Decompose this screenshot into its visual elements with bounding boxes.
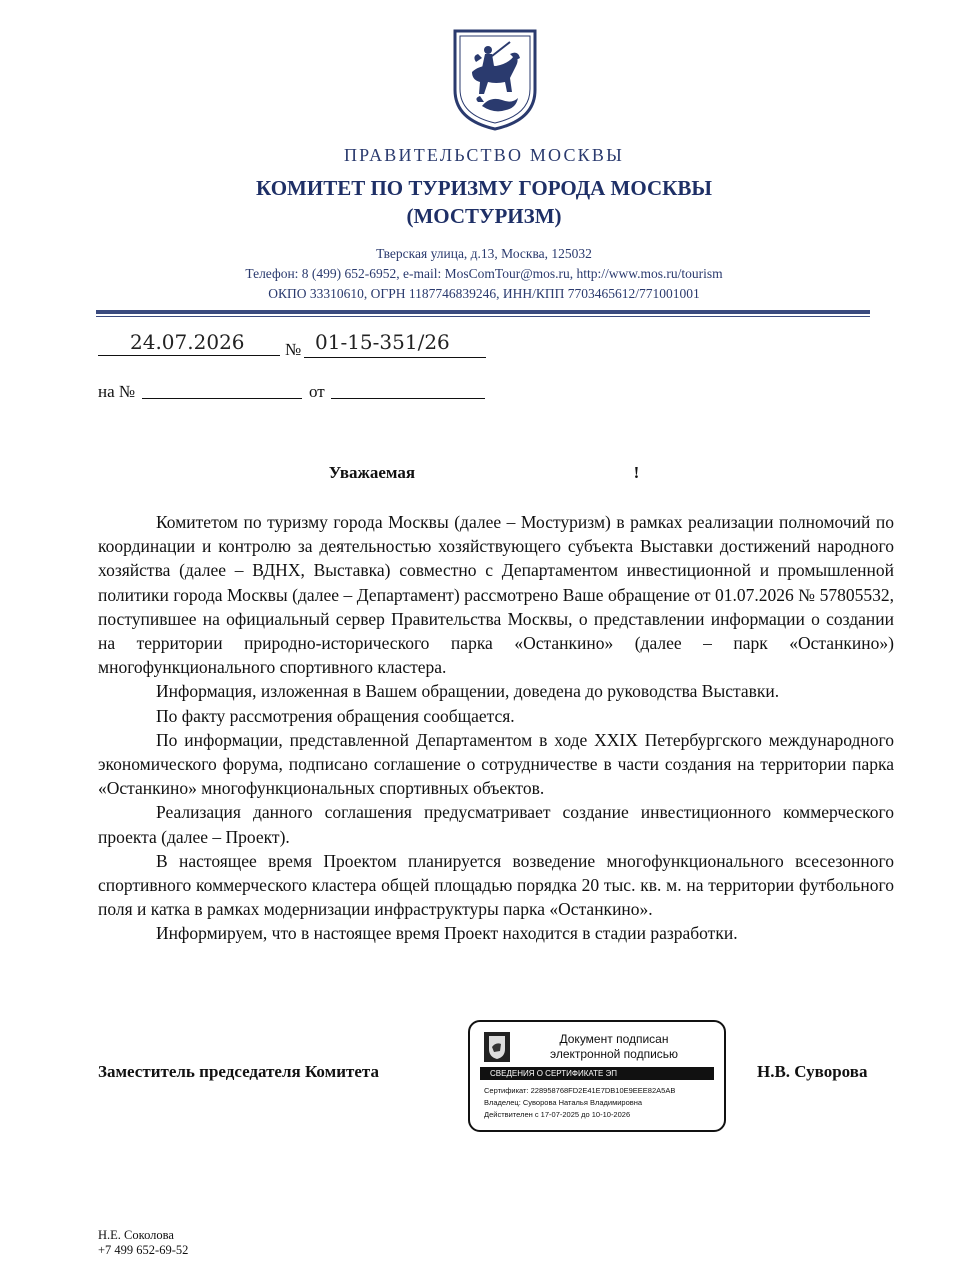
ref-number-underline [142, 398, 302, 399]
government-name: ПРАВИТЕЛЬСТВО МОСКВЫ [343, 145, 624, 165]
greeting-end: ! [633, 463, 640, 482]
body-paragraph: По факту рассмотрения обращения сообщается. [156, 705, 515, 726]
stamp-title-line1: Документ подписан [559, 1032, 669, 1046]
body-paragraph: По информации, представленной Департаментом в ходе XXIX Петербургского международного экономического форума, подписано соглашение о сотрудничестве в части создания на территории парка «Останкино» многофункциональных спортивных объектов. [98, 729, 894, 799]
stamp-certificate: Сертификат: 228958768FD2E41E7DB10E9EEE82A5AB [484, 1086, 676, 1095]
body-paragraph: Информируем, что в настоящее время Проект находится в стадии разработки. [156, 923, 738, 944]
ref-from-underline [331, 398, 485, 399]
stamp-certificate-header: СВЕДЕНИЯ О СЕРТИФИКАТЕ ЭП [480, 1067, 714, 1080]
moscow-coat-of-arms-icon [452, 28, 538, 132]
number-label: № [285, 340, 302, 359]
committee-name [0, 174, 968, 230]
number-underline [304, 357, 486, 358]
committee-contacts [0, 244, 968, 304]
letter-body [98, 510, 894, 946]
signatory-position: Заместитель председателя Комитета [98, 1062, 379, 1081]
executor-name: Н.Е. Соколова [98, 1228, 174, 1242]
committee-name-line1: КОМИТЕТ ПО ТУРИЗМУ ГОРОДА МОСКВЫ [256, 176, 712, 200]
signatory-name: Н.В. Суворова [757, 1062, 868, 1081]
body-paragraph: Реализация данного соглашения предусматривает создание инвестиционного коммерческого проекта (далее – Проект). [98, 802, 894, 847]
date-underline [98, 355, 280, 356]
address-line: Тверская улица, д.13, Москва, 125032 [376, 246, 592, 261]
moscow-emblem-icon [484, 1032, 510, 1062]
stamp-title [514, 1032, 714, 1062]
stamp-validity: Действителен с 17-07-2025 до 10-10-2026 [484, 1110, 631, 1119]
body-paragraph: Информация, изложенная в Вашем обращении, доведена до руководства Выставки. [156, 681, 780, 702]
outgoing-date: 24.07.2026 [130, 330, 245, 354]
committee-name-line2: (МОСТУРИЗМ) [406, 204, 562, 228]
greeting [0, 463, 968, 483]
body-paragraph: В настоящее время Проектом планируется возведение многофункционального всесезонного спортивного коммерческого кластера общей площадью порядка 20 тыс. кв. м. на территории футбольного поля и катка в рамках модернизации инфраструктуры парка «Останкино». [98, 850, 894, 920]
requisites-line: ОКПО 33310610, ОГРН 1187746839246, ИНН/КПП 7703465612/771001001 [268, 286, 700, 301]
header-divider-thick [96, 310, 870, 314]
ref-from-label: от [309, 382, 325, 401]
contacts-line: Телефон: 8 (499) 652-6952, e-mail: MosComTour@mos.ru, http://www.mos.ru/tourism [245, 266, 723, 281]
executor-phone: +7 499 652-69-52 [98, 1243, 189, 1257]
body-paragraph: Комитетом по туризму города Москвы (далее – Мостуризм) в рамках реализации полномочий по координации и контролю за деятельностью хозяйствующего субъекта Выставки достижений народного хозяйства (далее – ВДНХ, Выставка) совместно с Департаментом инвестиционной и промышленной политики города Москвы (далее – Департамент) рассмотрено Ваше обращение от 01.07.2026 № 57805532, поступившее на официальный сервер Правительства Москвы, о представлении информации о создании на территории природно-исторического парка «Останкино» (далее – парк «Останкино») многофункционального спортивного кластера. [98, 512, 894, 678]
stamp-owner: Владелец: Суворова Наталья Владимировна [484, 1098, 643, 1107]
outgoing-number: 01-15-351/26 [315, 330, 450, 354]
stamp-title-line2: электронной подписью [549, 1047, 679, 1061]
ref-number-label: на № [98, 382, 136, 401]
greeting-text: Уважаемая [328, 463, 416, 482]
header-divider-thin [96, 316, 870, 317]
electronic-signature-stamp [468, 1020, 726, 1132]
